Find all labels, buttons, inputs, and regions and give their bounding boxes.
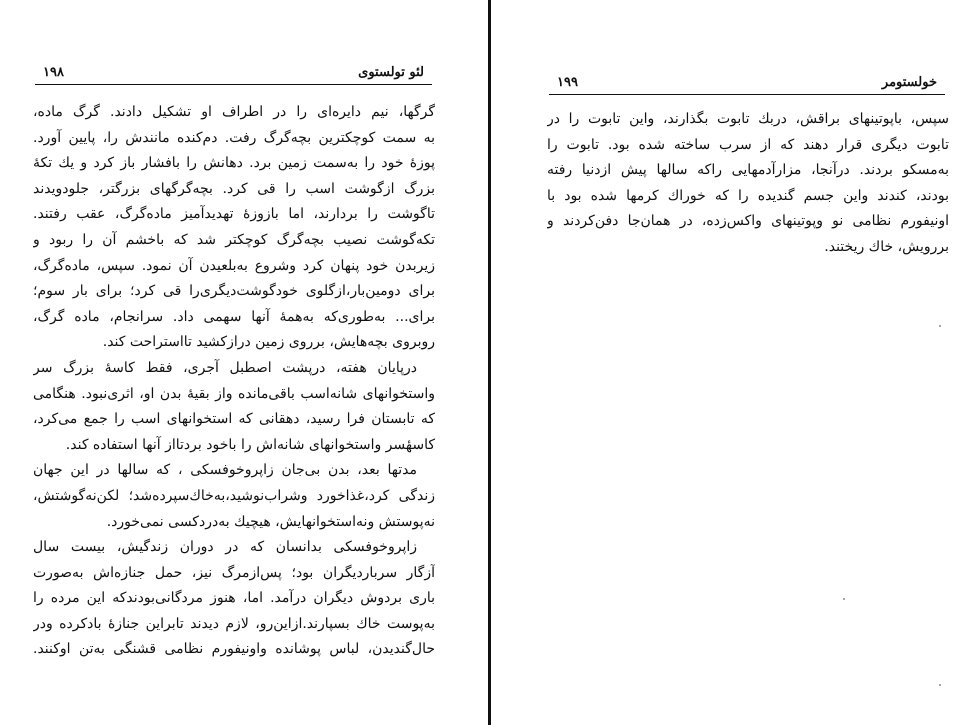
text-line: تاگوشت را بردارند، اما بازوزهٔ تهدیدآمیز ماده‌گرگ، عقب رفتند. bbox=[33, 206, 435, 223]
text-line: درپایان هفته، درپشت اصطبل آجری، فقط کاسهٔ بزرگ سر bbox=[33, 359, 417, 376]
text-line: گرگها، نیم دایره‌ای را در اطراف او تشکیل دادند. گرگ ماده، bbox=[33, 104, 435, 120]
text-line: برای دومین‌بار،ازگلوی خودگوشت‌دیگری‌را قی کرد؛ برای بار سوم؛ bbox=[33, 283, 435, 300]
text-line: آزگار سرباردیگران بود؛ پس‌ازمرگ نیز، حمل جنازه‌اش به‌صورت bbox=[33, 564, 435, 581]
text-line: روبروی بچه‌هایش، برروی زمین درازکشید تااستراحت کند. bbox=[102, 334, 435, 351]
left-running-head: لئو تولستوی bbox=[358, 65, 424, 80]
text-line: باری بردوش دیگران درآمد. اما، هنوز مردگانی‌بودند‌که این مرده را bbox=[33, 590, 435, 607]
text-line: بودند، کندند واین جسم گندیده را که خوراك کرمها شده بود با bbox=[547, 187, 949, 204]
text-line: تکه‌گوشت نصیب بچه‌گرگ کوچکتر شد که باخشم آن را ربود و bbox=[33, 231, 435, 248]
text-line: زندگی کرد،غذاخورد وشراب‌نوشید،به‌خاك‌سپرده‌شد؛ لکن‌نه‌گوشتش، bbox=[33, 487, 435, 504]
text-line: زاپروخوفسکی بدانسان که در دوران زندگیش، بیست سال bbox=[33, 539, 417, 556]
right-page-header bbox=[549, 72, 945, 95]
text-line: که تابستان فرا رسید، دهقانی که استخوانهای اسب را جمع می‌کرد، bbox=[33, 411, 435, 428]
text-line: بررویش، خاك ریختند. bbox=[824, 238, 949, 255]
text-line: پوزهٔ خود را به‌سمت زمین برد. دهانش را بافشار باز کرد و یك تکهٔ bbox=[33, 155, 435, 172]
text-line: سپس، باپوتینهای براقش، دربك تابوت بگذارند، واین تابوت را در bbox=[547, 111, 949, 127]
scan-speck bbox=[939, 325, 941, 327]
right-page-number: ۱۹۹ bbox=[557, 75, 578, 90]
text-line: واستخوانهای شانه‌اسب باقی‌مانده واز بقیهٔ بدن او، اثری‌نبود. هنگامی bbox=[33, 385, 435, 402]
text-line: کاسهٔسر واستخوانهای شانه‌اش را باخود بردتااز آنها استفاده کند. bbox=[65, 436, 435, 453]
left-page bbox=[0, 0, 488, 725]
scan-speck bbox=[843, 598, 845, 600]
text-line: برای... به‌طوری‌که به‌همهٔ آنها سهمی داد. سرانجام، ماده گرگ، bbox=[33, 308, 435, 325]
text-line: به‌پوست خاك بسپارند.ازاین‌رو، لازم دیدند تابراین جنازهٔ بادکرده ودر bbox=[33, 615, 435, 632]
text-line: مدتها بعد، بدن بی‌جان زاپروخوفسکی ، که سالها در این جهان bbox=[33, 462, 417, 479]
text-line: حال‌گندیدن، لباس پوشانده واونیفورم نظامی قشنگی به‌تن اوکنند. bbox=[33, 641, 435, 658]
left-page-header bbox=[35, 62, 432, 85]
right-page-text bbox=[547, 107, 949, 261]
scan-speck bbox=[939, 684, 941, 686]
right-running-head: خولستومر bbox=[881, 75, 937, 90]
text-line: نه‌پوستش ونه‌استخوانهایش، هیچیك به‌دردکسی نمی‌خورد. bbox=[106, 513, 435, 530]
left-page-text bbox=[33, 100, 435, 663]
text-line: تابوت دیگری قرار دهند که از سرب ساخته شده بود. تابوت را bbox=[547, 136, 949, 153]
text-line: زیربدن خود پنهان کرد وشروع به‌بلعیدن آن نمود. سپس، ماده‌گرگ، bbox=[33, 257, 435, 274]
text-line: به سمت کوچکترین بچه‌گرگ رفت. دم‌کنده مانندش را، پایین آورد. bbox=[33, 129, 435, 146]
text-line: اونیفورم نظامی نو وپوتینهای واکس‌زده، در همان‌جا دفن‌کردند و bbox=[547, 213, 949, 230]
right-page bbox=[491, 0, 979, 725]
text-line: به‌مسکو بردند. درآنجا، مزارآدمهایی راکه سالها پیش ازدنیا رفته bbox=[547, 162, 949, 179]
text-line: بزرگ ازگوشت اسب را قی کرد. بچه‌گرگهای بزرگتر، جلودویدند bbox=[33, 180, 435, 197]
left-page-number: ۱۹۸ bbox=[43, 65, 64, 80]
